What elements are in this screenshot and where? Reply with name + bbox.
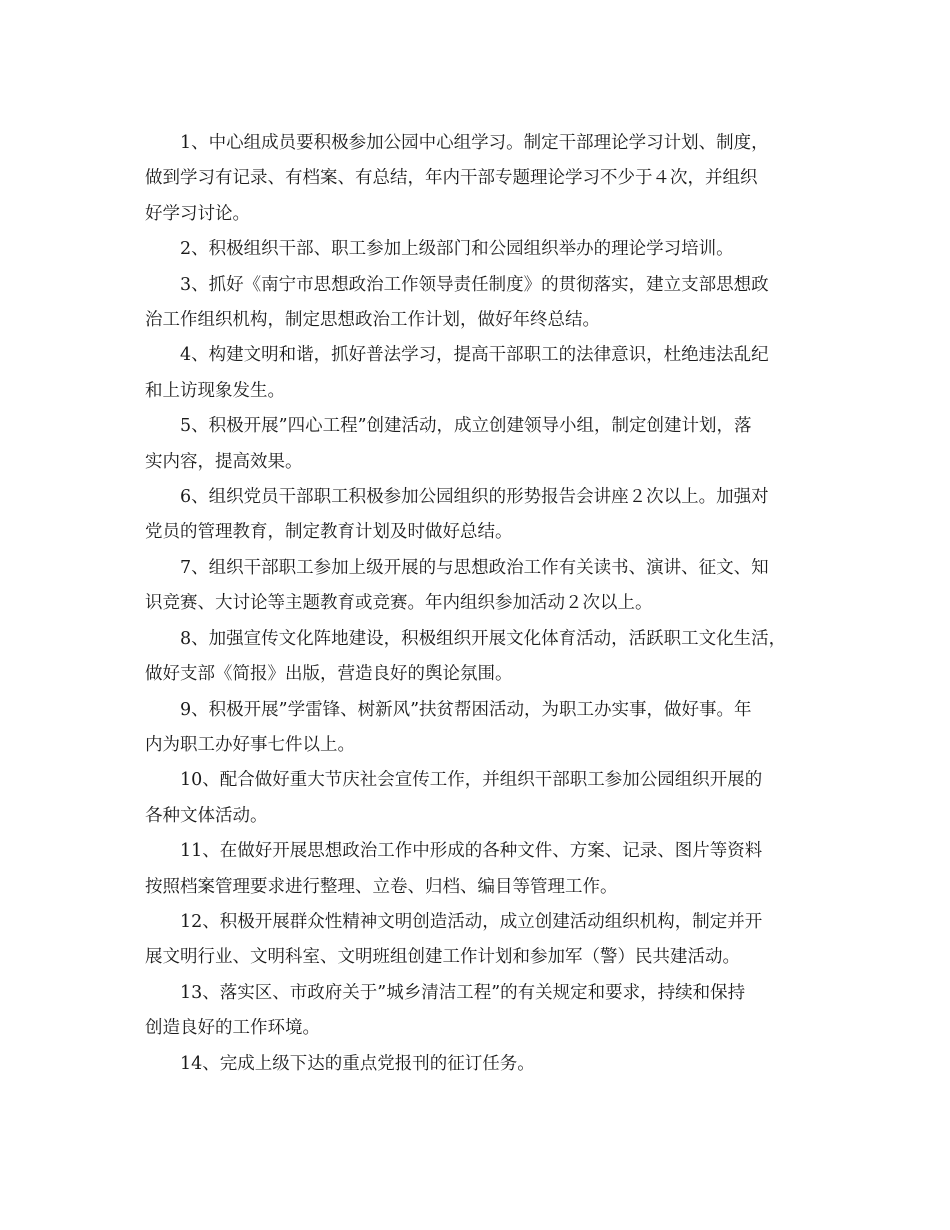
paragraph-line: 和上访现象发生。 <box>145 380 285 401</box>
paragraph-12 <box>145 905 817 976</box>
paragraph-4 <box>145 338 817 409</box>
paragraph-line: 8、加强宣传文化阵地建设，积极组织开展文化体育活动，活跃职工文化生活， <box>180 628 787 649</box>
paragraph-8 <box>145 622 817 693</box>
paragraph-line: 治工作组织机构，制定思想政治工作计划，做好年终总结。 <box>145 310 600 331</box>
paragraph-line: 实内容，提高效果。 <box>145 451 303 472</box>
paragraph-2 <box>145 232 817 267</box>
paragraph-line: 做好支部《简报》出版，营造良好的舆论氛围。 <box>145 664 513 685</box>
paragraph-line: 创造良好的工作环境。 <box>145 1018 320 1039</box>
paragraph-10 <box>145 763 817 834</box>
document-body <box>145 126 817 1082</box>
paragraph-line: 12、积极开展群众性精神文明创造活动，成立创建活动组织机构，制定并开 <box>180 911 763 932</box>
paragraph-11 <box>145 834 817 905</box>
paragraph-line: 党员的管理教育，制定教育计划及时做好总结。 <box>145 522 513 543</box>
paragraph-line: 好学习讨论。 <box>145 203 250 224</box>
paragraph-line: 内为职工办好事七件以上。 <box>145 734 355 755</box>
paragraph-line: 1、中心组成员要积极参加公园中心组学习。制定干部理论学习计划、制度， <box>180 133 769 153</box>
paragraph-line: 识竞赛、大讨论等主题教育或竞赛。年内组织参加活动２次以上。 <box>145 593 653 614</box>
paragraph-line: 3、抓好《南宁市思想政治工作领导责任制度》的贯彻落实，建立支部思想政 <box>180 274 769 295</box>
paragraph-9 <box>145 693 817 764</box>
paragraph-line: 7、组织干部职工参加上级开展的与思想政治工作有关读书、演讲、征文、知 <box>180 557 769 578</box>
paragraph-line: 9、积极开展”学雷锋、树新风”扶贫帮困活动，为职工办实事，做好事。年 <box>180 699 752 720</box>
paragraph-line: 2、积极组织干部、职工参加上级部门和公园组织举办的理论学习培训。 <box>180 239 734 260</box>
paragraph-line: 按照档案管理要求进行整理、立卷、归档、编目等管理工作。 <box>145 876 618 897</box>
paragraph-line: 6、组织党员干部职工积极参加公园组织的形势报告会讲座２次以上。加强对 <box>180 487 769 508</box>
paragraph-3 <box>145 268 817 339</box>
paragraph-line: 10、配合做好重大节庆社会宣传工作，并组织干部职工参加公园组织开展的 <box>180 770 763 791</box>
paragraph-1 <box>145 126 817 232</box>
paragraph-line: 5、积极开展”四心工程”创建活动，成立创建领导小组，制定创建计划，落 <box>180 416 752 437</box>
paragraph-13 <box>145 976 817 1047</box>
paragraph-line: 13、落实区、市政府关于”城乡清洁工程”的有关规定和要求，持续和保持 <box>180 982 746 1003</box>
paragraph-7 <box>145 551 817 622</box>
paragraph-5 <box>145 409 817 480</box>
paragraph-line: 做到学习有记录、有档案、有总结，年内干部专题理论学习不少于４次，并组织 <box>145 168 758 189</box>
paragraph-14 <box>145 1047 817 1082</box>
paragraph-line: 展文明行业、文明科室、文明班组创建工作计划和参加军（警）民共建活动。 <box>145 947 740 968</box>
paragraph-line: 4、构建文明和谐，抓好普法学习，提高干部职工的法律意识，杜绝违法乱纪 <box>180 345 769 366</box>
paragraph-line: 各种文体活动。 <box>145 805 268 826</box>
paragraph-6 <box>145 480 817 551</box>
paragraph-line: 11、在做好开展思想政治工作中形成的各种文件、方案、记录、图片等资料 <box>180 841 763 862</box>
paragraph-line: 14、完成上级下达的重点党报刊的征订任务。 <box>180 1053 535 1074</box>
